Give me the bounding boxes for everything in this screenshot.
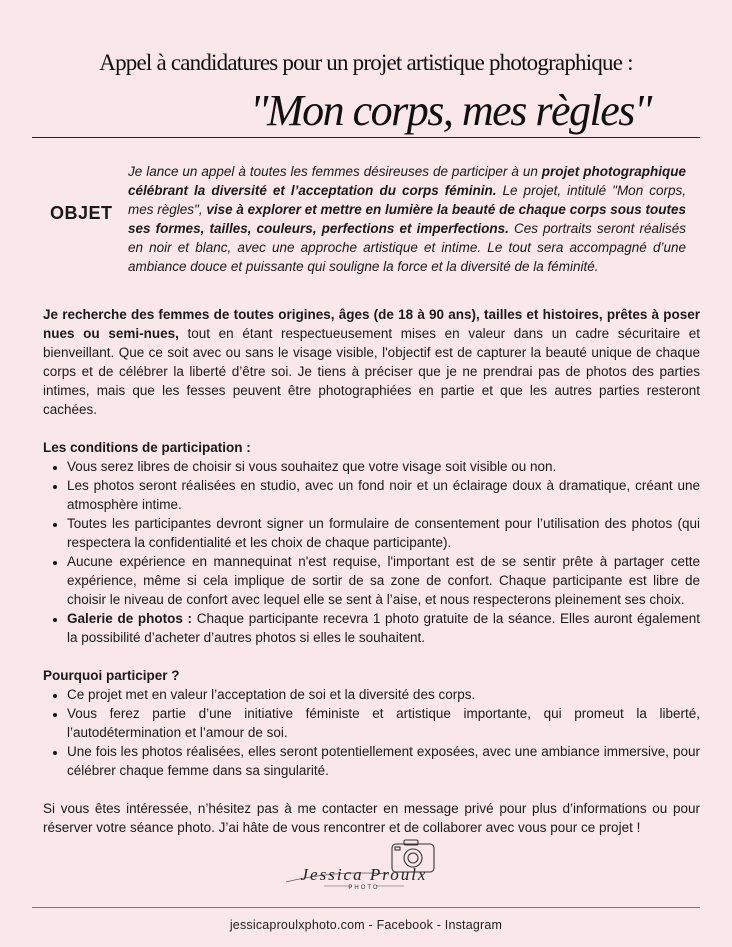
footer-separator: -: [433, 918, 445, 932]
intro-text: tout en étant respectueusement mises en valeur dans un cadre sécuritaire et bienveillant. Que ce soit avec ou sans le visage visible, l'objectif est de capturer la beauté unique de chaque corps et de célébrer la liberté d’être soi. Je tiens à préciser que je ne prendrai pas de photos des parties intimes, mais que les fesses peuvent être photographiées en partie et que les autres parties resteront cachées.: [43, 326, 700, 417]
footer-separator: -: [364, 918, 377, 932]
header-subtitle: Appel à candidatures pour un projet artistique photographique :: [99, 50, 633, 75]
conditions-list: [43, 457, 700, 647]
list-item: • Vous serez libres de choisir si vous souhaitez que votre visage soit visible ou non.: [67, 457, 700, 476]
list-item: • Une fois les photos réalisées, elles seront potentiellement exposées, avec une ambiance immersive, pour célébrer chaque femme dans sa singularité.: [67, 742, 700, 780]
objet-paragraph: [128, 162, 686, 276]
intro-paragraph: [43, 305, 700, 419]
objet-bold-2: vise à explorer et mettre en lumière la beauté de chaque corps sous toutes ses formes, tailles, couleurs, perfections et imperfections.: [128, 202, 686, 236]
main-content: [43, 305, 700, 837]
gallery-label: Galerie de photos :: [67, 611, 193, 626]
intro-bold: Je recherche des femmes de toutes origines, âges (de 18 à 90 ans), tailles et histoires, prêtes à poser nues ou semi-nues,: [43, 307, 700, 341]
closing-paragraph: Si vous êtes intéressée, n’hésitez pas à me contacter en message privé pour plus d’informations ou pour réserver votre séance photo. J’ai hâte de vous rencontrer et de collaborer avec vous pour ce projet !: [43, 801, 700, 835]
objet-text-1: Je lance un appel à toutes les femmes désireuses de participer à un: [128, 164, 542, 179]
why-list: [43, 685, 700, 780]
website-link[interactable]: jessicaproulxphoto.com: [229, 918, 365, 932]
list-item-gallery: [67, 609, 700, 647]
objet-text-2: Le projet, intitulé "Mon corps, mes règles",: [128, 183, 686, 217]
list-item: • Toutes les participantes devront signer un formulaire de consentement pour l’utilisation des photos (qui respectera la confidentialité et les choix de chaque participante).: [67, 514, 700, 552]
objet-bold-1: projet photographique célébrant la diversité et l’acceptation du corps féminin.: [128, 164, 686, 198]
objet-text-3: Ces portraits seront réalisés en noir et blanc, avec une approche artistique et intime. Le tout sera accompagné d’une ambiance douce et puissante qui souligne la force et la diversité de la féminité.: [128, 221, 686, 274]
page-title: "Mon corps, mes règles": [250, 86, 651, 135]
conditions-title: Les conditions de participation :: [43, 440, 251, 455]
footer: [0, 918, 732, 932]
logo-sub: PHOTO: [348, 885, 380, 891]
list-item: • Ce projet met en valeur l’acceptation de soi et la diversité des corps.: [67, 685, 700, 704]
why-title: Pourquoi participer ?: [43, 668, 180, 683]
gallery-text: Chaque participante recevra 1 photo gratuite de la séance. Elles auront également la possibilité d’acheter d’autres photos si elles le souhaitent.: [67, 611, 700, 645]
instagram-link[interactable]: Instagram: [444, 918, 503, 932]
logo: [284, 838, 449, 898]
list-item: • Les photos seront réalisées en studio, avec un fond noir et un éclairage doux à dramatique, créant une atmosphère intime.: [67, 476, 700, 514]
facebook-link[interactable]: Facebook: [376, 918, 434, 932]
logo-name: Jessica Proulx: [300, 865, 428, 884]
list-item: • Aucune expérience en mannequinat n'est requise, l'important est de se sentir prête à partager cette expérience, même si cela implique de sortir de sa zone de confort. Chaque participante est libre de choisir le niveau de confort avec lequel elle se sent à l’aise, et nous respecterons pleinement ses choix.: [67, 552, 700, 609]
list-item: • Vous ferez partie d’une initiative féministe et artistique importante, qui promeut la liberté, l’autodétermination et l’amour de soi.: [67, 704, 700, 742]
footer-divider: [32, 907, 700, 908]
header-divider: [32, 137, 700, 138]
objet-label: OBJET: [50, 203, 113, 223]
